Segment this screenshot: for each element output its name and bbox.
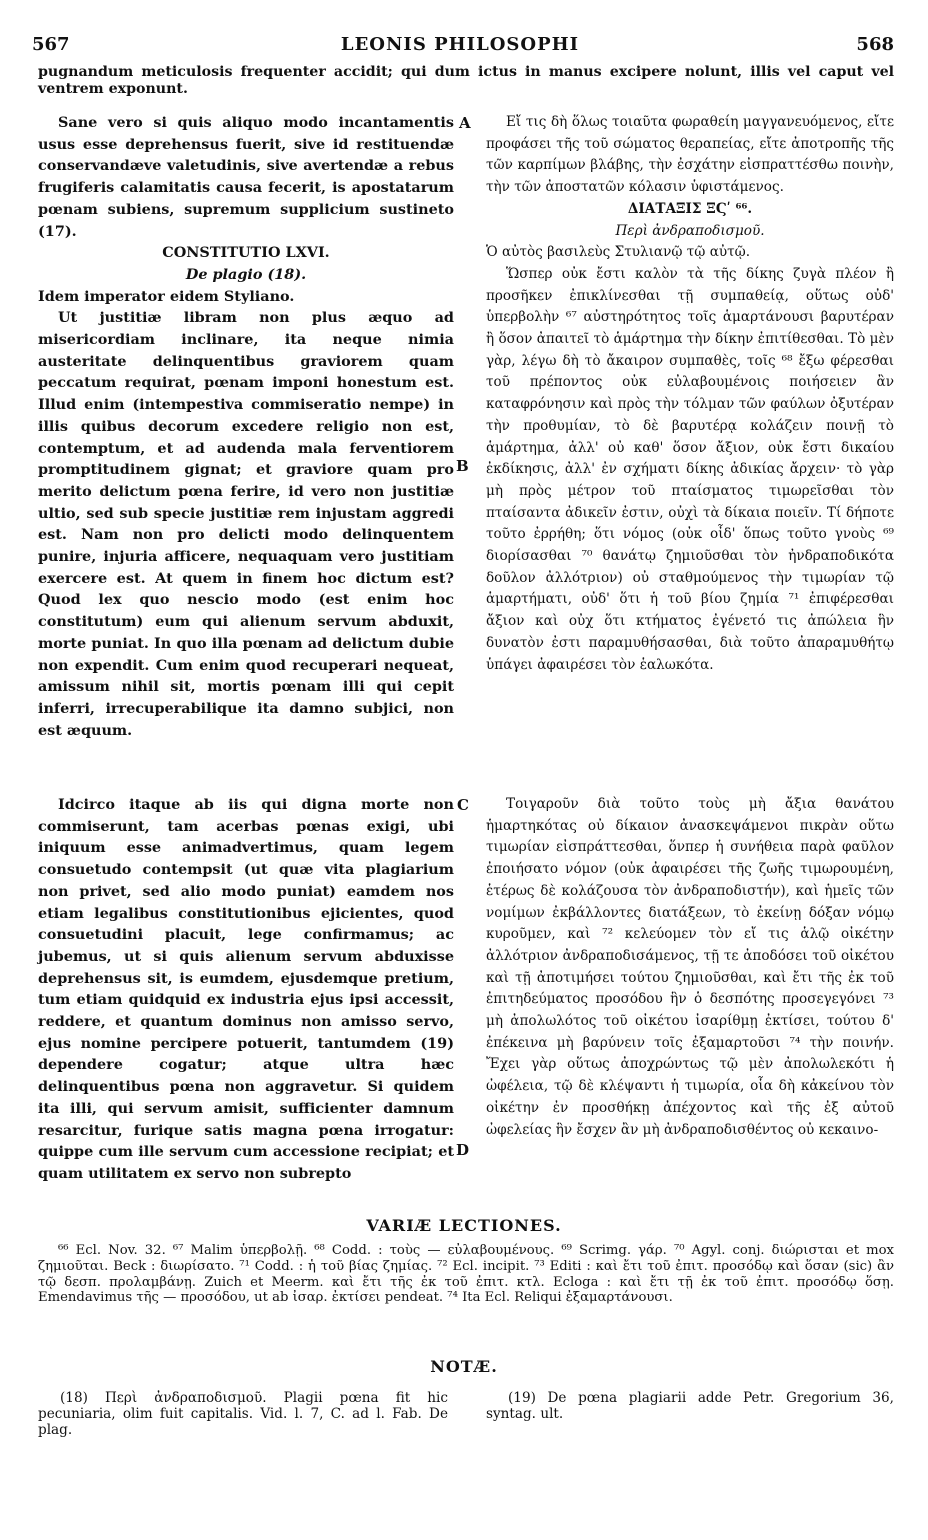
margin-marker-c: C (457, 796, 469, 814)
notae-heading: NOTÆ. (430, 1357, 498, 1376)
variae-lectiones-heading: VARIÆ LECTIONES. (366, 1216, 562, 1235)
margin-marker-a: A (459, 114, 471, 132)
margin-marker-b: B (456, 457, 469, 475)
greek-address: Ὁ αὐτὸς βασιλεὺς Στυλιανῷ τῷ αὐτῷ. (486, 244, 751, 261)
variae-lectiones-text (38, 1243, 894, 1306)
latin-constitution-subtitle: De plagio (18). (185, 265, 307, 283)
note-19 (486, 1390, 894, 1422)
latin-paragraph-incantamentis: Sane vero si quis aliquo modo incantamentis usus esse deprehensus fuerit, sive id restituendæ conservandæve valetudinis, sive avertendæ a rebus frugiferis calamitatis causa fecerit, is apostatarum pœnam subiens, supremum supplicium sustineto (17). (38, 114, 454, 240)
opening-paragraph: pugnandum meticulosis frequenter accidit; qui dum ictus in manus excipere nolunt, illis vel caput vel ventrem exponunt. (38, 64, 894, 97)
note-19-text: (19) De pœna plagiarii adde Petr. Gregorium 36, syntag. ult. (486, 1390, 894, 1423)
latin-column-upper (38, 112, 454, 741)
greek-paragraph-justitia: Ὥσπερ οὐκ ἔστι καλὸν τὰ τῆς δίκης ζυγὰ πλέον ἢ προσῆκεν ἐπικλίνεσθαι τῇ συμπαθείᾳ, οὕτως οὐδ' ὑπερβολὴν ⁶⁷ αὐστηρότητος τοῖς ἁμαρτάνουσι βαρυτέραν ἢ ὅσον ἀπαιτεῖ τὸ ἁμάρτημα τὴν δίκην ἐπιτίθεσθαι. Τὸ μὲν γὰρ, λέγω δὴ τὸ ἄκαιρον συμπαθὲς, τοῖς ⁶⁸ ἔξω φέρεσθαι τοῦ πρέποντος οὐκ εὐλαβουμένοις ποιήσειεν ἂν καταφρόνησιν καὶ πρὸς τὴν τόλμαν τῶν φαύλων ὀξυτέραν τὴν προθυμίαν, τὸ δὲ βαρυτέρᾳ κολάζειν ποινῇ τὸ ἁμάρτημα, ἀλλ' οὐ καθ' ὅσον ἄξιον, οὐκ ἔστι δικαίου ἐκδίκησις, ἀλλ' ἐν σχήματι δίκης ἀδικίας ἄρχειν· τὸ γὰρ μὴ πρὸς μέτρον τοῦ πταίσματος τιμωρεῖσθαι τὸν πταίσαντα ἀδικεῖν ἐστιν, οὐχὶ τὰ δίκαια ποιεῖν. Τί δήποτε τοῦτο ἐρρήθη; ὅτι νόμος (οὐκ οἶδ' ὅπως τοῦτο γνοὺς ⁶⁹ διορίσασθαι ⁷⁰ θανάτῳ ζημιοῦσθαι τὸν ἠνδραποδικότα δοῦλον ἀλλότριον) οὐ σταθμούμενος τὴν τιμωρίαν τῷ ἁμαρτήματι, οὐδ' ὅτι ἡ τοῦ βίου ζημία ⁷¹ ἐπιφέρεσθαι ἄξιον καὶ οὐχ ὅτι κτήματος ἐγένετό τις ἀπώλεια ἣν δυνατὸν ἐστι παραμυθήσασθαι, διὰ τοῦτο ἀπαραμυθήτῳ ὑπάγει ἀφαιρέσει τὸν ἑαλωκότα. (486, 265, 894, 673)
latin-paragraph-justitia: Ut justitiæ libram non plus æquo ad misericordiam inclinare, ita neque nimia austeritate delinquentibus graviorem quam peccatum requirat, pœnam imponi honestum est. Illud enim (intempestiva commiseratio nempe) in illis quibus decorum excedere religio non est, contemptum, et ad audenda mala ferventiorem promptitudinem gignat; et graviore quam pro merito delictum pœna ferire, id vero non justitiæ ultio, sed sub specie justitiæ rem injustam aggredi est. Nam non pro delicti modo delinquentem punire, injuria afficere, nequaquam vero justitiam exercere est. At quem in finem hoc dictum est? Quod lex quo nescio modo (est enim hoc constitutum) eum qui alienum servum abduxit, morte puniat. In quo illa pœnam ad delictum dubie non expendit. Cum enim quod recuperari nequeat, amissum nihil sit, mortis pœnam illi qui cepit inferri, irrecuperabilique ita damno subjici, non est æquum. (38, 309, 454, 739)
latin-paragraph-idcirco: Idcirco itaque ab iis qui digna morte non commiserunt, tam acerbas pœnas exigi, ubi iniquum esse animadvertimus, quam legem consuetudo contempsit (ut quæ vita plagiarium non privet, sed alio modo puniat) eamdem nos etiam legalibus constitutionibus ejicientes, quod consuetudini placuit, lege confirmamus; ac jubemus, ut si quis alienum servum abduxisse deprehensus sit, is eumdem, ejusdemque pretium, tum etiam quidquid ex industria ejus ipsi accessit, reddere, et quantum dominus non amisso servo, ejus nomine percipere potuerit, tantumdem (19) dependere cogatur; atque ultra hæc delinquentibus pœna non aggravetur. Si quidem ita illi, qui servum amisit, sufficienter damnum resarcitur, furique satis magna pœna irrogatur: quippe cum ille servum cum accessione recipiat; et quam utilitatem ex servo non subrepto (38, 796, 454, 1182)
greek-constitution-subtitle: Περὶ ἀνδραποδισμοῦ. (615, 222, 765, 239)
greek-column-upper (486, 112, 894, 676)
latin-constitution-title: CONSTITUTIO LXVI. (162, 244, 330, 262)
note-18-text: (18) Περὶ ἀνδραποδισμοῦ. Plagii pœna fit hic pecuniaria, olim fuit capitalis. Vid. l. 7, C. ad l. Fab. De plag. (38, 1390, 448, 1439)
page-number-right: 568 (856, 34, 894, 55)
running-header (26, 34, 894, 58)
note-18 (38, 1390, 448, 1439)
greek-column-lower (486, 794, 894, 1141)
greek-paragraph-toigaroun: Τοιγαροῦν διὰ τοῦτο τοὺς μὴ ἄξια θανάτου ἡμαρτηκότας οὐ δίκαιον ἀνασκεψάμενοι πικρὰν οὕτω τιμωρίαν εἰσπράττεσθαι, ὅνπερ ἡ συνήθεια παρὰ φαῦλον ἐποιήσατο νόμον (οὐκ ἀφαιρέσει τῆς ζωῆς τιμωρουμένη, ἑτέρως δὲ κολάζουσα τὸν ἀνδραποδιστήν), καὶ ἡμεῖς τῶν νομίμων ἐκβάλλοντες διατάξεων, τὸ ἐκείνῃ δόξαν νόμῳ κυροῦμεν, καὶ ⁷² κελεύομεν τὸν εἴ τις ἁλῷ οἰκέτην ἀλλότριον ἀνδραποδισάμενος, τῇ τε ἀποδόσει τοῦ οἰκέτου καὶ τῇ ἀποτιμήσει τούτου ζημιοῦσθαι, καὶ ἔτι τῆς ἐκ τοῦ ἐπιτηδεύματος προσόδου ἣν ὁ δεσπότης προσεγεγόνει ⁷³ μὴ ἀπολωλότος τοῦ οἰκέτου ἰσαρίθμῃ ἐκτίσει, τούτου δ' ἐπέκεινα μὴ βαρύνειν τοῖς ἐξαμαρτοῦσι ⁷⁴ τὴν ποινήν. Ἔχει γὰρ οὕτως ἀποχρώντως τῷ μὲν ἀπολωλεκότι ἡ ὠφέλεια, τῷ δὲ κλέψαντι ἡ τιμωρία, οἷα δὴ κἀκείνου τὸν οἰκέτην ἐν προσθήκῃ ἀπέχοντος καὶ τῆς ἐξ αὐτοῦ ὠφελείας ἣν ἔσχεν ἂν μὴ ἀνδραποδισθέντος οὐ κεκαινο- (486, 796, 894, 1138)
page-number-left: 567 (32, 34, 70, 55)
greek-constitution-title: ΔΙΑΤΑΞΙΣ ΞϚʹ ⁶⁶. (627, 200, 753, 217)
variae-lectiones-body: ⁶⁶ Ecl. Nov. 32. ⁶⁷ Malim ὑπερβολῇ. ⁶⁸ Codd. : τοὺς — εὐλαβουμένους. ⁶⁹ Scrimg. γάρ. ⁷⁰ Agyl. conj. διώρισται et mox ζημιοῦται. Beck : διωρίσατο. ⁷¹ Codd. : ἡ τοῦ βίας ζημίας. ⁷² Ecl. incipit. ⁷³ Editi : καὶ ἔτι τοῦ ἐπιτ. προσόδῳ καὶ ὅσαν (sic) ἂν τῷ δεσπ. προλαμβάνῃ. Zuich et Meerm. καὶ ἔτι τῆς ἐκ τοῦ ἐπιτ. κτλ. Ecloga : καὶ ἔτι τῇ ἐκ τοῦ ἐπιτ. προσόδῳ ὅσῃ. Emendavimus τῆς — προσόδου, ut ab ἰσαρ. ἐκτίσει pendeat. ⁷⁴ Ita Ecl. Reliqui ἐξαμαρτάνουσι. (38, 1243, 894, 1306)
latin-address: Idem imperator eidem Styliano. (38, 287, 295, 305)
greek-paragraph-incantamentis: Εἴ τις δὴ ὅλως τοιαῦτα φωραθείη μαγγανευόμενος, εἴτε προφάσει τῆς τοῦ σώματος θεραπείας, εἴτε ἀποτροπῆς τῆς τῶν καρπίμων βλάβης, τὴν ἐσχάτην εἰσπραττέσθω ποινὴν, τὴν τῶν ἀποστατῶν κόλασιν ὑφιστάμενος. (486, 114, 894, 196)
running-title: LEONIS PHILOSOPHI (340, 34, 580, 55)
margin-marker-d: D (456, 1141, 470, 1159)
latin-column-lower (38, 794, 454, 1185)
